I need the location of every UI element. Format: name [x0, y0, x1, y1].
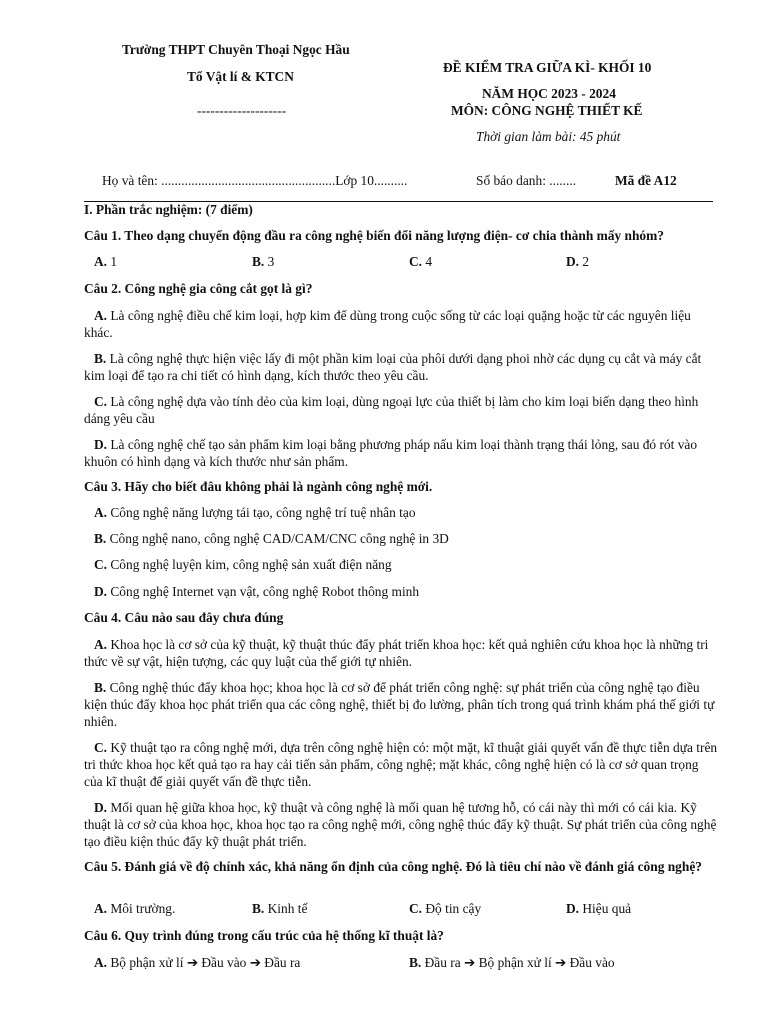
q3-option-d: D. Công nghệ Internet vạn vật, công nghệ Robot thông minh [94, 584, 420, 599]
q2-option-d: D. Là công nghệ chế tạo sản phẩm kim loại bằng phương pháp nấu kim loại thành trạng thái lỏng, sau đó rót vào khuôn có hình dạng và kích thước như sản phẩm. [84, 437, 698, 469]
q4-option-b: B. Công nghệ thúc đẩy khoa học; khoa học là cơ sở để phát triển công nghệ: sự phát triển của công nghệ tạo điều kiện thúc đẩy khoa học phát triển qua các công nghệ, thiết bị đo lường, phân tích trong quá trình khám phá thế giới tự nhiên. [84, 680, 715, 729]
exam-code: Mã đề A12 [615, 173, 677, 188]
student-id-field: Số báo danh: ........ [476, 173, 577, 188]
question-3: Câu 3. Hãy cho biết đâu không phải là ngành công nghệ mới. [84, 479, 433, 494]
exam-title: ĐỀ KIỂM TRA GIỮA KÌ- KHỐI 10 [443, 60, 652, 75]
q5-option-a: A. Môi trường. [94, 901, 176, 916]
q6-option-a: A. Bộ phận xử lí ➔ Đầu vào ➔ Đầu ra [94, 955, 301, 970]
student-name-field: Họ và tên: ....................................................Lớp 10.......... [102, 173, 408, 188]
q1-option-d: D. 2 [566, 254, 590, 269]
question-1: Câu 1. Theo dạng chuyển động đầu ra công nghệ biến đổi năng lượng điện- cơ chia thành mấy nhóm? [84, 228, 664, 243]
section-title: I. Phần trắc nghiệm: (7 điểm) [84, 202, 253, 217]
q5-option-c: C. Độ tin cậy [409, 901, 482, 916]
q2-option-a: A. Là công nghệ điều chế kim loại, hợp kim để dùng trong cuộc sống từ các loại quặng hoặc từ các nguyên liệu khác. [84, 308, 691, 340]
question-2: Câu 2. Công nghệ gia công cắt gọt là gì? [84, 281, 313, 296]
school-year: NĂM HỌC 2023 - 2024 [482, 86, 616, 101]
duration: Thời gian làm bài: 45 phút [476, 129, 621, 144]
q2-option-c: C. Là công nghệ dựa vào tính dẻo của kim loại, dùng ngoại lực của thiết bị làm cho kim loại biến dạng theo hình dáng yêu cầu [84, 394, 699, 426]
department-name: Tổ Vật lí & KTCN [187, 69, 294, 84]
header-divider: -------------------- [197, 103, 287, 118]
question-4: Câu 4. Câu nào sau đây chưa đúng [84, 610, 284, 625]
q2-option-b: B. Là công nghệ thực hiện việc lấy đi một phần kim loại của phôi dưới dạng phoi nhờ các dụng cụ cắt và máy cắt kim loại để tạo ra chi tiết có hình dạng, kích thước theo yêu cầu. [84, 351, 702, 383]
q6-option-b: B. Đầu ra ➔ Bộ phận xử lí ➔ Đầu vào [409, 955, 615, 970]
q5-option-b: B. Kinh tế [252, 901, 308, 916]
school-name: Trường THPT Chuyên Thoại Ngọc Hầu [122, 42, 350, 57]
q1-option-c: C. 4 [409, 254, 433, 269]
subject: MÔN: CÔNG NGHỆ THIẾT KẾ [451, 103, 643, 118]
q3-option-c: C. Công nghệ luyện kim, công nghệ sản xuất điện năng [94, 557, 392, 572]
q1-option-a: A. 1 [94, 254, 118, 269]
question-5: Câu 5. Đánh giá về độ chính xác, khả năng ổn định của công nghệ. Đó là tiêu chí nào về đánh giá công nghệ? [84, 859, 702, 874]
q1-option-b: B. 3 [252, 254, 275, 269]
q4-option-c: C. Kỹ thuật tạo ra công nghệ mới, dựa trên công nghệ hiện có: một mặt, kĩ thuật giải quyết vấn đề thực tiễn dựa trên tri thức khoa học kết quả tạo ra hay cải tiến sản phẩm, công nghệ; mặt khác, công nghệ hiện có là cơ sở quan trọng của kĩ thuật để giải quyết vấn đề thực tiễn. [84, 740, 718, 789]
q3-option-a: A. Công nghệ năng lượng tái tạo, công nghệ trí tuệ nhân tạo [94, 505, 416, 520]
q5-option-d: D. Hiệu quả [566, 901, 632, 916]
question-6: Câu 6. Quy trình đúng trong cấu trúc của hệ thống kĩ thuật là? [84, 928, 444, 943]
q4-option-a: A. Khoa học là cơ sở của kỹ thuật, kỹ thuật thúc đẩy phát triển khoa học: kết quả nghiên cứu khoa học là những tri thức về sự vật, hiện tượng, các quy luật của thế giới tự nhiên. [84, 637, 709, 669]
q4-option-d: D. Mối quan hệ giữa khoa học, kỹ thuật và công nghệ là mối quan hệ tương hỗ, có cái này thì mới có cái kia. Kỹ thuật là cơ sở của khoa học, khoa học tạo ra công nghệ mới, công nghệ thúc đẩy kỹ thuật. Sự phát triển của công nghệ tạo điều kiện thúc đẩy kỹ thuật phát triển. [84, 800, 717, 849]
q3-option-b: B. Công nghệ nano, công nghệ CAD/CAM/CNC công nghệ in 3D [94, 531, 449, 546]
